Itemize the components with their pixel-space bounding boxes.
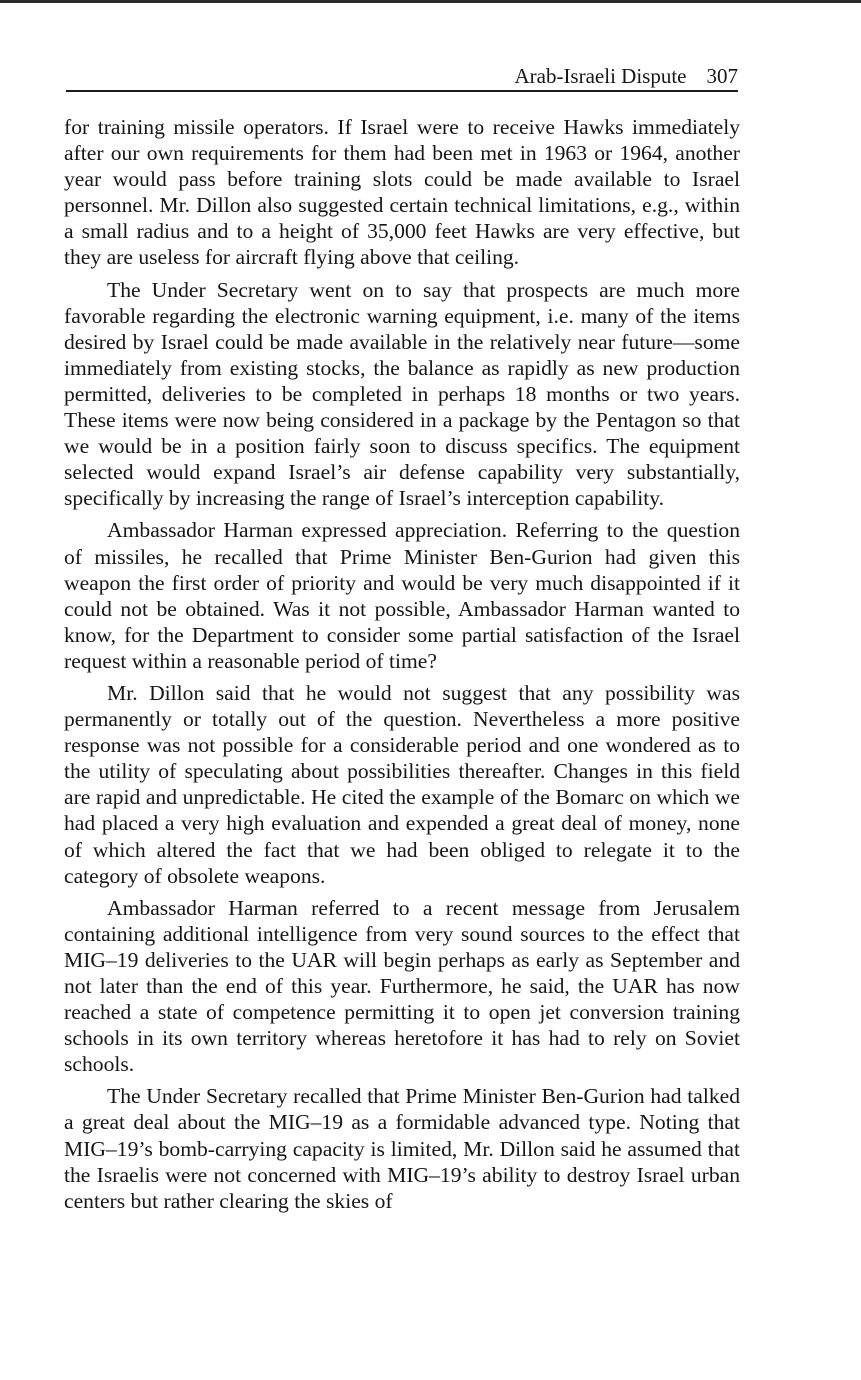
paragraph: Ambassador Harman expressed appreciation. Referring to the question of missiles, he recalled that Prime Minister Ben-Gurion had given this weapon the first order of priority and would be very much disappointed if it could not be obtained. Was it not possible, Ambassador Harman wanted to know, for the Department to consider some partial satisfaction of the Israel request within a reasonable period of time? — [64, 518, 740, 673]
running-header — [66, 60, 738, 92]
body-text — [64, 114, 740, 1220]
running-title: Arab-Israeli Dispute — [514, 64, 687, 88]
paragraph: The Under Secretary went on to say that prospects are much more favorable regarding the electronic warning equipment, i.e. many of the items desired by Israel could be made available in the relatively near future—some immediately from existing stocks, the balance as rapidly as new production permitted, deliveries to be completed in perhaps 18 months or two years. These items were now being considered in a package by the Pentagon so that we would be in a position fairly soon to discuss specifics. The equipment selected would expand Israel’s air defense capability very substantially, specifically by increasing the range of Israel’s interception capability. — [64, 277, 740, 511]
paragraph: The Under Secretary recalled that Prime Minister Ben-Gurion had talked a great deal about the MIG–19 as a formidable advanced type. Noting that MIG–19’s bomb-carrying capacity is limited, Mr. Dillon said he assumed that the Israelis were not concerned with MIG–19’s ability to destroy Israel urban centers but rather clearing the skies of — [64, 1084, 740, 1213]
paragraph: Mr. Dillon said that he would not suggest that any possibility was permanently or totally out of the question. Nevertheless a more positive response was not possible for a considerable period and one wondered as to the utility of speculating about possibilities thereafter. Changes in this field are rapid and unpredictable. He cited the example of the Bomarc on which we had placed a very high evaluation and expended a great deal of money, none of which altered the fact that we had been obliged to relegate it to the category of obsolete weapons. — [64, 680, 740, 888]
page-number: 307 — [706, 64, 738, 88]
paragraph: Ambassador Harman referred to a recent message from Jerusalem containing additional intelligence from very sound sources to the effect that MIG–19 deliveries to the UAR will begin perhaps as early as September and not later than the end of this year. Furthermore, he said, the UAR has now reached a state of competence permitting it to open jet conversion training schools in its own territory whereas heretofore it has had to rely on Soviet schools. — [64, 895, 740, 1077]
page-top-edge — [0, 0, 861, 3]
paragraph-continued: for training missile operators. If Israel were to receive Hawks immediately after our own requirements for them had been met in 1963 or 1964, another year would pass before training slots could be made available to Israel personnel. Mr. Dillon also suggested certain technical limitations, e.g., within a small radius and to a height of 35,000 feet Hawks are very effective, but they are useless for aircraft flying above that ceiling. — [64, 115, 740, 270]
